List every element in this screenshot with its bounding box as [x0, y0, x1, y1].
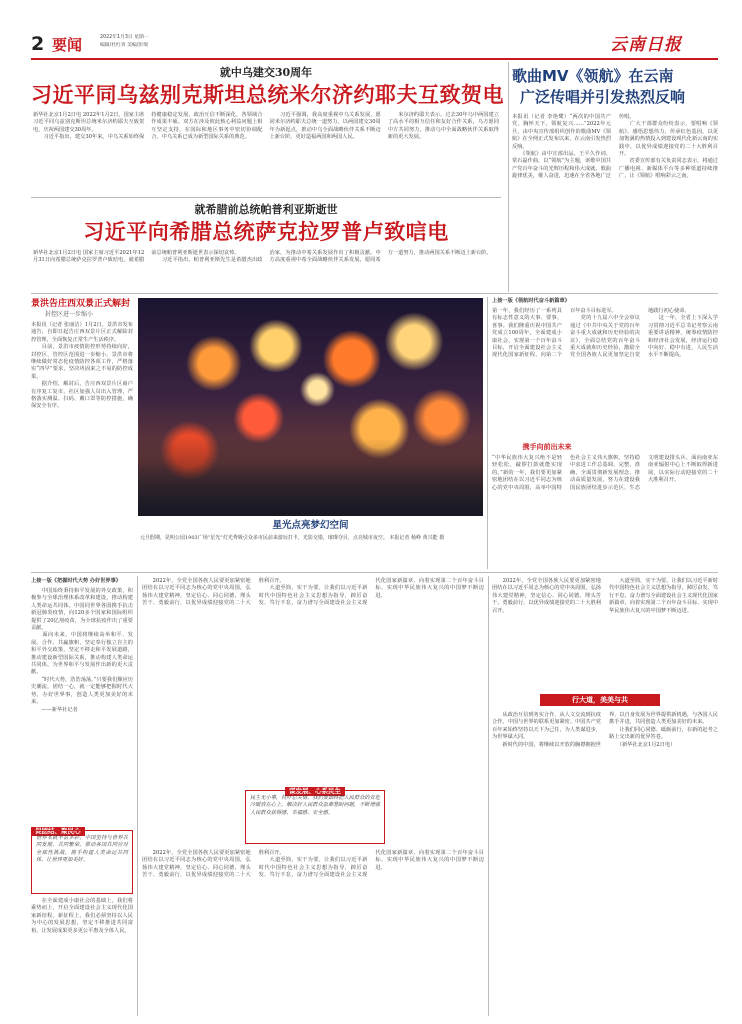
story7-body-continued: 2022年，全党全国各族人民要更加紧密地团结在以习近平同志为核心的党中央周围，弘扬伟大建党精神，坚定信心、同心同德，埋头苦干、勇毅前行，以优异成绩迎接党的二十大胜利召开。 大道至简，实干为要。让我们以习近平新时代中国特色社会主义思想为指导，踔厉奋发、笃行不怠，奋力谱写全面建设社会主义现代化国家新篇章，向着实现第二个百年奋斗目标、实现中华民族伟大复兴的中国梦不断迈进。	[142, 850, 484, 879]
story6-box-text: 世界本就丰富多彩，中国坚持与世界共同发展、共同繁荣，推动各国共同应对全球性挑战，携手构建人类命运共同体，让世界更加美好。	[31, 830, 133, 894]
story8-intro: 2022年，全党全国各族人民要更加紧密地团结在以习近平同志为核心的党中央周围，弘扬伟大建党精神，坚定信心、同心同德，埋头苦干、勇毅前行，以优异成绩迎接党的二十大胜利召开。 大道至简，实干为要。让我们以习近平新时代中国特色社会主义思想为指导，踔厉奋发、笃行不怠，奋力谱写全面建设社会主义现代化国家新篇章，向着实现第二个百年奋斗目标、实现中华民族伟大复兴的中国梦不断迈进。	[492, 578, 718, 614]
masthead-rule	[31, 58, 718, 60]
page-number: 2	[31, 33, 45, 55]
column-divider	[508, 62, 509, 292]
column-divider	[137, 576, 138, 1016]
story5-body: 第一年，我们经历了一系列具有标志性意义的大事、要事、喜事。我们隆重庆祝中国共产党成立100周年，全面建成小康社会，实现第一个百年奋斗目标，开启全面建设社会主义现代化国家新征程，向第二个百年奋斗目标进军。 党的十九届六中全会审议通过《中共中央关于党的百年奋斗重大成就和历史经验的决议》，全面总结党的百年奋斗重大成就和历史经验，激励全党全国各族人民更加坚定自觉地践行初心使命。 这一年，全省上下深入学习贯彻习近平总书记考察云南重要讲话精神，统筹疫情防控和经济社会发展，经济运行稳中向好、稳中有进，人民生活水平不断提高。	[492, 308, 718, 359]
story3-headline-line2: 广泛传唱并引发热烈反响	[520, 88, 686, 106]
divider	[31, 293, 718, 294]
story6-body: 中国始终秉持和平发展的外交政策，积极参与全球治理体系改革和建设，推动构建人类命运共同体。中国同世界各国携手抗击新冠肺炎疫情，向120多个国家和国际组织提供了20亿剂疫苗，为全球抗疫作出了重要贡献。 面向未来，中国将继续高举和平、发展、合作、共赢旗帜，坚定奉行独立自主的和平外交政策，坚定不移走和平发展道路，推动建设新型国际关系，推动构建人类命运共同体，为世界和平与发展作出新的更大贡献。 “时代大势，浩浩荡荡。”只要我们顺应历史潮流，团结一心，就一定能够把握时代大势，办好世界事，创造人类更加美好的未来。 ——新华社记者	[31, 588, 133, 713]
newspaper-logo: 云南日报	[610, 35, 682, 55]
date-line: 2022年1月3日 星期一	[100, 35, 149, 40]
story6-lead: 上接一版《把握时代大势 办好世界事》	[31, 578, 121, 584]
story5-lead: 上接一版《领航时代奋斗新篇章》	[492, 298, 570, 304]
story7-box-header	[245, 778, 385, 795]
story7-box-tag: 谋发展、心系民生	[285, 787, 345, 796]
divider	[31, 197, 501, 198]
photo-title: 星光点亮梦幻空间	[272, 520, 349, 531]
story4-body: 本报讯（记者 张丽洁）1月2日，景洪市发布通告，自即日起告庄西双景片区正式解除封控管理，全面恢复正常生产生活秩序。 目前，景洪市疫情防控形势持续向好，封控区、管控区范围进一步缩小。景洪市将继续做好常态化疫情防控各项工作，严格落实“四早”要求，坚决巩固来之不易的防控成果。 据介绍，解封后，告庄西双景片区商户有序复工复市，社区加强人员出入管理，严格落实测温、扫码、戴口罩等防控措施，确保安全有序。	[31, 322, 133, 410]
lantern-photo	[138, 298, 483, 516]
story5-subheading: 携手向前出未来	[522, 443, 572, 451]
story8-body: 从政治互信到务实合作，从人文交流到抗疫合作，中国与世界的联系更加紧密。中国共产党百年来始终坚持以天下为己任，为人类谋进步，为世界谋大同。 新时代的中国，将继续以开放的胸襟拥抱世界，以自身发展为世界提供新机遇，与各国人民携手并进，共同创造人类更加美好的未来。 让我们同心同德、砥砺前行，在新的赶考之路上交出新的优异答卷。 （新华社北京1月2日电）	[492, 712, 718, 748]
story2-body: 新华社北京1月2日电 国家主席习近平2021年12月31日向希腊总统萨克拉罗普卢致唁电，就希腊前总统帕普利亚斯逝世表示深切哀悼。 习近平指出，帕普利亚斯先生是希腊杰出政治家，为推动中希关系发展作出了积极贡献。中方高度重视中希全面战略伙伴关系发展，愿同希方一道努力，推动两国关系不断迈上新台阶。	[33, 250, 492, 264]
story4-subhead: 封控区进一步缩小	[45, 311, 94, 318]
divider	[31, 572, 718, 573]
story7-body: 2022年，全党全国各族人民要更加紧密地团结在以习近平同志为核心的党中央周围，弘扬伟大建党精神，坚定信心、同心同德，埋头苦干、勇毅前行，以优异成绩迎接党的二十大胜利召开。 大道至简，实干为要。让我们以习近平新时代中国特色社会主义思想为指导，踔厉奋发、笃行不怠，奋力谱写全面建设社会主义现代化国家新篇章，向着实现第二个百年奋斗目标、实现中华民族伟大复兴的中国梦不断迈进。	[142, 578, 484, 607]
editor-line: 编辑/杜红青 美编/彭瑞	[100, 43, 148, 48]
story8-subheading: 行大道，美美与共	[572, 696, 628, 704]
story6-body2: 在全面建成小康社会的基础上，我们将乘势而上，开启全面建设社会主义现代化国家新征程。新征程上，我们必须坚持以人民为中心的发展思想，坚定不移推进共同富裕，让发展成果更多更公平惠及全体人民。	[31, 898, 133, 934]
section-title: 要闻	[52, 36, 83, 54]
photo-crowd-shade	[138, 438, 483, 516]
column-divider	[487, 297, 488, 569]
story6-box-tag: 促团结、聚民心	[31, 827, 85, 836]
photo-caption: 元旦假期，昆明公园1903广场“星光”灯光秀吸引众多市民前来游玩打卡，光影交错，璀璨夺目，点亮城市夜空。 本报记者 杨峥 黄兴能 摄	[140, 535, 445, 541]
story4-headline: 景洪告庄西双景正式解封	[31, 299, 131, 309]
story1-headline: 习近平同乌兹别克斯坦总统米尔济约耶夫互致贺电	[31, 83, 504, 107]
story1-kicker: 就中乌建交30周年	[219, 66, 313, 79]
story5-body2: “中华民族伟大复兴绝不是轻轻松松、敲锣打鼓就能实现的。”新的一年，我们要更加紧密地团结在以习近平同志为核心的党中央周围，高举中国特色社会主义伟大旗帜，坚持稳中求进工作总基调，完整、准确、全面贯彻新发展理念，推动高质量发展，努力在建设我国民族团结进步示范区、生态文明建设排头兵、面向南亚东南亚辐射中心上不断取得新进展，以实际行动迎接党的二十大胜利召开。	[492, 455, 718, 491]
column-divider	[488, 576, 489, 1016]
story2-headline: 习近平向希腊总统萨克拉罗普卢致唁电	[83, 220, 449, 244]
story1-body: 新华社北京1月2日电 2022年1月2日，国家主席习近平同乌兹别克斯坦总统米尔济约耶夫互致贺电，庆祝两国建交30周年。 习近平指出，建交30年来，中乌关系始终保持健康稳定发展，政治互信不断深化，各领域合作成果丰硕。双方在涉及彼此核心利益问题上相互坚定支持，在国际和地区事务中密切协调配合。中乌关系已成为新型国际关系的典范。 习近平强调，我高度重视中乌关系发展，愿同米尔济约耶夫总统一道努力，以两国建交30周年为新起点，推动中乌全面战略伙伴关系不断迈上新台阶，更好造福两国和两国人民。 米尔济约耶夫表示，过去30年乌中两国建立了高水平的相互信任和友好合作关系，乌方愿同中方共同努力，推动乌中全面战略伙伴关系取得新的更大发展。	[33, 112, 499, 141]
story6-box-header	[31, 818, 133, 835]
story8-subheading-bar	[540, 694, 660, 706]
story3-headline-line1: 歌曲MV《领航》在云南	[512, 67, 674, 85]
story2-kicker: 就希腊前总统帕普利亚斯逝世	[194, 203, 338, 216]
story7-box-text: 民生无小事，枝叶总关情。我们要始终把人民群众的安危冷暖放在心上，解决好人民群众急难愁盼问题，不断增强人民群众获得感、幸福感、安全感。	[245, 790, 385, 844]
story3-body: 本报讯（记者 李艳鹭）“两次的中国共产党，胸怀天下，领航复兴……”2022年元旦，由中央宣传部组织创作的歌曲MV《领航》在全网正式发布以来，在云南引发热烈反响。 《领航》由中宣部出品，王平久作词、常石磊作曲，以“领航”为主题，讴歌中国共产党百年奋斗的光辉历程和伟大成就。歌曲旋律优美，催人奋进，迅速在全省各地广泛传唱。 广大干部群众纷纷表示，要唱响《领航》，感悟思想伟力，传承红色基因，以更加饱满的热情投入到建设现代化新云南的实践中，以优异成绩迎接党的二十大胜利召开。 省委宣传部有关负责同志表示，将通过广播电视、新媒体平台等多种渠道持续推广，让《领航》唱响彩云之南。	[512, 114, 718, 180]
